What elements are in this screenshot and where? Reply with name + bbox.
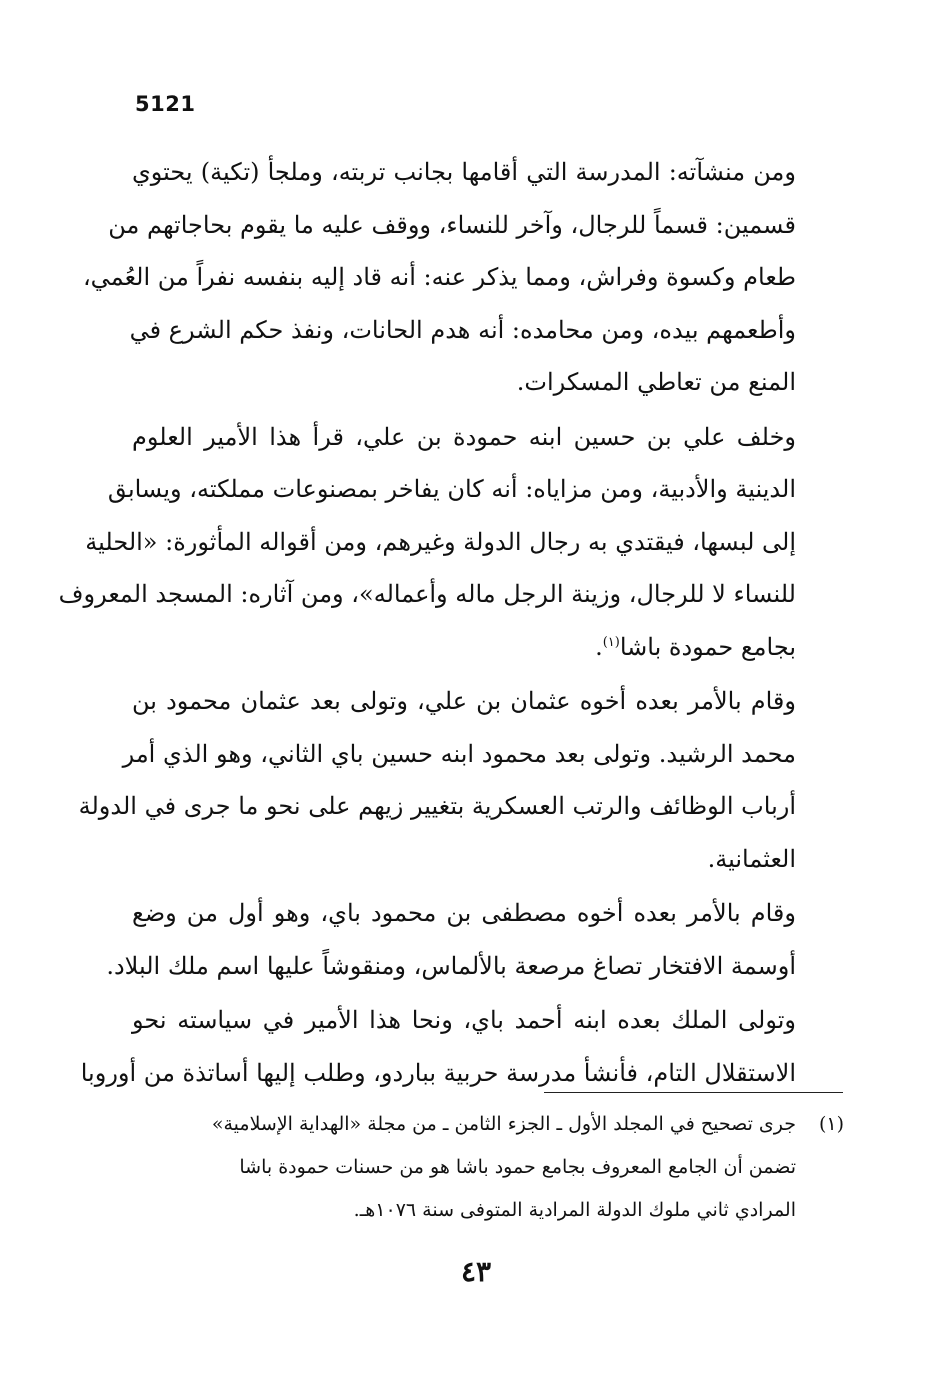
text-line: العثمانية. bbox=[707, 844, 796, 873]
text-line: وتولى الملك بعده ابنه أحمد باي، ونحا هذا الأمير في سياسته نحو bbox=[132, 1006, 796, 1034]
text-line: طعام وكسوة وفراش، ومما يذكر عنه: أنه قاد إليه بنفسه نفراً من العُمي، bbox=[82, 263, 796, 291]
text-line: للنساء لا للرجال، وزينة الرجل ماله وأعماله»، ومن آثاره: المسجد المعروف bbox=[58, 580, 796, 608]
text-line: المنع من تعاطي المسكرات. bbox=[516, 368, 796, 396]
text-line: قسمين: قسماً للرجال، وآخر للنساء، ووقف عليه ما يقوم بحاجاتهم من bbox=[108, 210, 796, 239]
document-id: 5121 bbox=[135, 92, 196, 116]
paragraph-3 bbox=[78, 675, 844, 885]
text-line: أرباب الوظائف والرتب العسكرية بتغيير زيهم على نحو ما جرى في الدولة bbox=[78, 792, 796, 820]
text-line bbox=[132, 621, 844, 674]
text-line: أوسمة الافتخار تصاغ مرصعة بالألماس، ومنقوشاً عليها اسم ملك البلاد. bbox=[106, 951, 796, 980]
text-line: وخلف علي بن حسين ابنه حمودة بن علي، قرأ هذا الأمير العلوم bbox=[132, 422, 796, 451]
text-line: إلى لبسها، فيقتدي به رجال الدولة وغيرهم، ومن أقواله المأثورة: «الحلية bbox=[85, 527, 796, 556]
text-line: وقام بالأمر بعده أخوه عثمان بن علي، وتولى بعد عثمان محمود بن bbox=[132, 687, 796, 715]
footnote-line: تضمن أن الجامع المعروف بجامع حمود باشا هو من حسنات حمودة باشا bbox=[239, 1156, 796, 1178]
text-line: الدينية والأدبية، ومن مزاياه: أنه كان يفاخر بمصنوعات مملكته، ويسابق bbox=[107, 475, 796, 503]
text-line: وأطعمهم بيده، ومن محامده: أنه هدم الحانات، ونفذ حكم الشرع في bbox=[129, 315, 796, 344]
footnote-reference: (١) bbox=[602, 634, 620, 650]
footnote-number: (١) bbox=[818, 1113, 844, 1135]
text-line: ومن منشآته: المدرسة التي أقامها بجانب تربته، وملجأ (تكية) يحتوي bbox=[132, 158, 796, 186]
footnote-line bbox=[132, 1103, 844, 1146]
sentence-end: . bbox=[595, 632, 603, 661]
text-line: الاستقلال التام، فأنشأ مدرسة حربية بباردو، وطلب إليها أساتذة من أوروبا bbox=[80, 1058, 796, 1087]
footnote-divider bbox=[544, 1092, 843, 1093]
paragraph-1 bbox=[82, 146, 844, 409]
footnote-line: المرادي ثاني ملوك الدولة المرادية المتوفى سنة ١٠٧٦هـ. bbox=[353, 1199, 796, 1221]
text-line: وقام بالأمر بعده أخوه مصطفى بن محمود باي، وهو أول من وضع bbox=[132, 899, 796, 927]
page-number: ٤٣ bbox=[460, 1255, 492, 1288]
paragraph-2 bbox=[58, 411, 844, 674]
footnote-text: جرى تصحيح في المجلد الأول ـ الجزء الثامن ـ من مجلة «الهداية الإسلامية» bbox=[211, 1113, 796, 1135]
text-line-content: بجامع حمودة باشا bbox=[619, 632, 796, 661]
paragraph-4 bbox=[106, 887, 844, 992]
body-text bbox=[58, 146, 844, 1099]
footnote bbox=[132, 1103, 844, 1232]
text-line: محمد الرشيد. وتولى بعد محمود ابنه حسين باي الثاني، وهو الذي أمر bbox=[122, 739, 796, 768]
paragraph-5 bbox=[80, 994, 844, 1099]
